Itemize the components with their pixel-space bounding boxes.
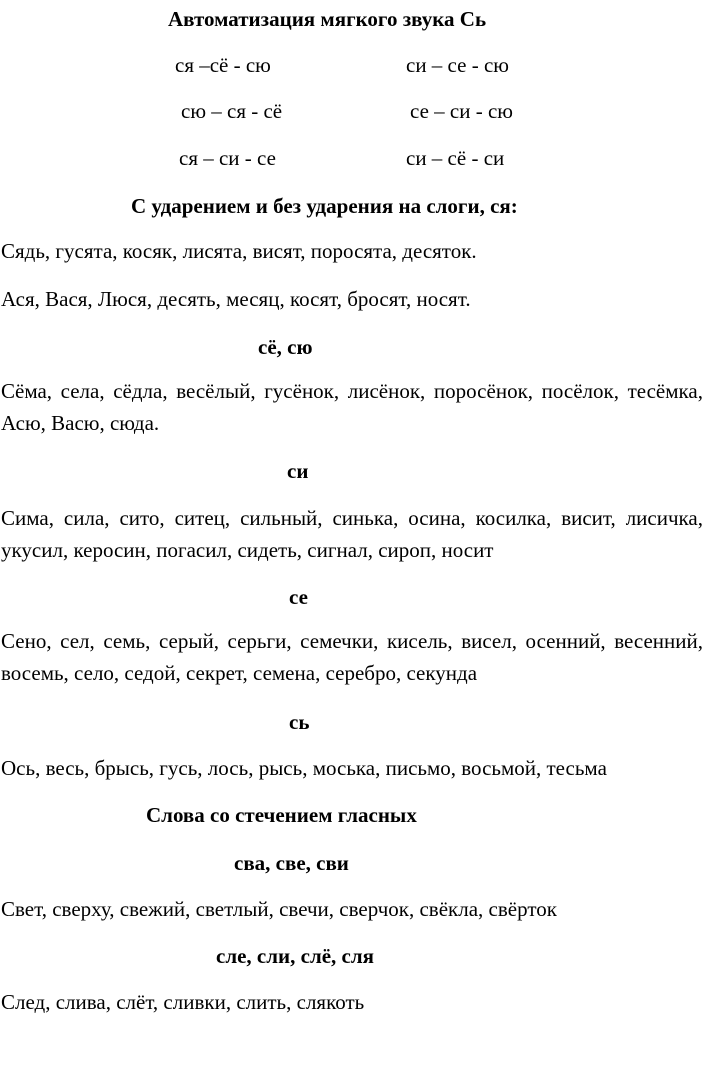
page-title: Автоматизация мягкого звука Сь (168, 7, 487, 31)
word-paragraph-si: Сима, сила, сито, ситец, сильный, синька, осина, косилка, висит, лисичка, укусил, керосин, погасил, сидеть, сигнал, сироп, носит (1, 506, 703, 562)
syllable-row-1-right: си – се - сю (406, 53, 509, 77)
syllable-row-3-right: си – сё - си (406, 146, 505, 170)
section-heading-si: си (287, 459, 309, 483)
section-heading-syo-syu: сё, сю (258, 335, 313, 359)
word-line-sya-2: Ася, Вася, Люся, десять, месяц, косят, бросят, носят. (1, 287, 471, 311)
section-heading-sya: С ударением и без ударения на слоги, ся: (131, 194, 518, 218)
word-paragraph-se: Сено, сел, семь, серый, серьги, семечки, кисель, висел, осенний, весенний, восемь, село, седой, секрет, семена, серебро, секунда (1, 629, 703, 685)
word-paragraph-syo-syu: Сёма, села, сёдла, весёлый, гусёнок, лисёнок, поросёнок, посёлок, тесёмка, Асю, Васю, сюда. (1, 379, 703, 435)
section-heading-sle-sli: сле, сли, слё, сля (216, 944, 375, 968)
syllable-row-3-left: ся – си - се (179, 146, 276, 170)
section-heading-sva-sve-svi: сва, све, сви (234, 851, 349, 875)
syllable-row-2-left: сю – ся - сё (181, 99, 283, 123)
word-line-sva-sve-svi: Свет, сверху, свежий, светлый, свечи, сверчок, свёкла, свёрток (1, 897, 557, 921)
syllable-row-1-left: ся –сё - сю (175, 53, 271, 77)
section-heading-s-soft: сь (289, 710, 310, 734)
syllable-row-2-right: се – си - сю (410, 99, 513, 123)
section-heading-se: се (289, 585, 308, 609)
word-line-s-soft: Ось, весь, брысь, гусь, лось, рысь, моська, письмо, восьмой, тесьма (1, 756, 607, 780)
word-line-sya-1: Сядь, гусята, косяк, лисята, висят, поросята, десяток. (1, 239, 477, 263)
word-line-sle-sli: След, слива, слёт, сливки, слить, слякоть (1, 990, 365, 1014)
section-heading-vowel-clusters: Слова со стечением гласных (146, 803, 417, 827)
